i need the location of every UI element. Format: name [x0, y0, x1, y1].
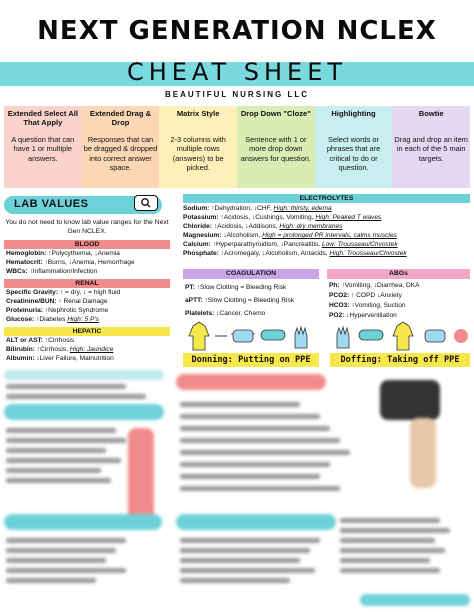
blurred-line: [6, 394, 146, 399]
abg-text: ↑Vomiting, ↓Diarrhea, DKA: [341, 282, 420, 289]
electrolyte-highlight: High: Peaked T waves: [315, 214, 382, 221]
lab-label: Glucose:: [6, 316, 35, 323]
electrolyte-row: [183, 241, 470, 250]
electrolyte-highlight: High: dry membranes: [279, 223, 343, 230]
coag-text: ↑Slow Clotting = Bleeding Risk: [204, 297, 295, 304]
coag-text: ↓Cancer, Chemo: [216, 310, 266, 317]
blurred-line: [6, 428, 116, 433]
blurred-line: [6, 478, 111, 483]
blurred-line: [180, 438, 340, 443]
blurred-line: [180, 402, 300, 407]
electrolyte-row: [183, 250, 470, 259]
lab-text: ↑Nephrotic Syndrome: [44, 307, 109, 314]
lab-highlight: High: Jaundice: [69, 346, 114, 353]
electrolyte-text: ↑Acromegaly, ↓Alcoholism, Antacids,: [220, 250, 330, 257]
abg-label: HCO3:: [329, 302, 350, 309]
blurred-bar: [176, 374, 326, 390]
abg-row: [329, 282, 420, 289]
lab-label: ALT or AST:: [6, 337, 43, 344]
question-type-title: Drop Down "Cloze": [240, 109, 311, 118]
question-type-body: Sentence with 1 or more drop down answers for question.: [240, 135, 311, 163]
section-bar-renal: RENAL: [4, 279, 170, 288]
blurred-line: [6, 538, 126, 543]
abg-text: ↑Vomiting, Suction: [351, 302, 406, 309]
question-type-title: Bowtie: [418, 109, 444, 118]
electrolyte-row: [183, 214, 470, 223]
lab-label: Bilirubin:: [6, 346, 35, 353]
blurred-line: [6, 468, 101, 473]
abg-row: [329, 302, 406, 309]
electrolyte-highlight: High: Trousseau/Chvostek: [329, 250, 407, 257]
lab-text: ↑Diabetes: [36, 316, 68, 323]
blurred-figure: [128, 428, 154, 528]
coag-row: [185, 284, 286, 291]
question-type-body: Drag and drop an item in each of the 5 main targets.: [394, 135, 468, 163]
lab-label: Hematocrit:: [6, 259, 43, 266]
blurred-line: [180, 426, 330, 431]
lab-label: Hemoglobin:: [6, 250, 47, 257]
question-type-title: Matrix Style: [176, 109, 220, 118]
mask-icon: [425, 330, 445, 342]
blurred-bar: [4, 370, 164, 380]
section-bar-hepatic: HEPATIC: [4, 327, 170, 336]
coag-label: Platelets:: [185, 310, 215, 317]
ppe-illustrations: [183, 320, 470, 352]
coag-row: [185, 310, 265, 317]
lab-text: ↑Cirrhosis,: [36, 346, 70, 353]
abg-text: ↑ COPD ↓Anxiety: [351, 292, 402, 299]
blurred-line: [340, 528, 450, 533]
blurred-line: [6, 568, 126, 573]
abg-label: PO2:: [329, 312, 345, 319]
question-types-row: [4, 106, 470, 188]
blurred-line: [180, 538, 320, 543]
lab-values-title: LAB VALUES: [14, 198, 89, 210]
blurred-line: [180, 578, 290, 583]
blurred-line: [180, 486, 340, 491]
blurred-line: [180, 548, 310, 553]
lab-text: ↑Cirrhosis: [44, 337, 75, 344]
blurred-line: [6, 578, 96, 583]
lab-label: Specific Gravity:: [6, 289, 59, 296]
brand-name: BEAUTIFUL NURSING LLC: [164, 90, 310, 99]
doffing-label: Doffing: Taking off PPE: [330, 353, 470, 367]
electrolyte-row: [183, 223, 470, 232]
blurred-line: [340, 518, 440, 523]
abg-label: PCO2:: [329, 292, 350, 299]
gown-icon: [393, 322, 413, 350]
blurred-line: [340, 538, 435, 543]
blurred-line: [6, 558, 106, 563]
abg-row: [329, 312, 397, 319]
lab-row: [6, 250, 172, 259]
lab-row: [6, 298, 172, 307]
blurred-line: [180, 414, 320, 419]
lab-label: Albumin:: [6, 355, 35, 362]
header: [0, 0, 474, 100]
gloves-icon: [295, 327, 307, 348]
electrolyte-text: ↑Acidosis, ↓Cushings, Vomiting,: [220, 214, 316, 221]
electrolyte-text: ↑Dehydration, ↓CHF,: [211, 205, 274, 212]
gloves-icon: [337, 327, 349, 348]
lab-text: ↑ = dry, ↓ = high fluid: [59, 289, 121, 296]
question-type-sata: [4, 106, 82, 188]
lab-row: [6, 316, 172, 325]
lab-text: ↑Inflammation/Infection: [29, 268, 98, 275]
title-line-1: NEXT GENERATION NCLEX: [37, 16, 437, 46]
electrolyte-label: Magnesium:: [183, 232, 222, 239]
lab-row: [6, 355, 172, 364]
question-type-body: A question that can have 1 or multiple answers.: [11, 135, 75, 163]
blurred-line: [6, 548, 116, 553]
lab-label: WBCs:: [6, 268, 28, 275]
blurred-line: [6, 458, 121, 463]
question-type-body: 2-3 columns with multiple rows (answers) to be picked.: [170, 135, 226, 172]
blurred-line: [180, 450, 350, 455]
electrolyte-label: Potassium:: [183, 214, 219, 221]
blurred-line: [340, 548, 445, 553]
blurred-line: [6, 448, 106, 453]
question-type-body: Select words or phrases that are critical to do or question.: [326, 135, 381, 172]
coag-label: aPTT:: [185, 297, 203, 304]
lab-values-note: You do not need to know lab value ranges for the Next Gen NCLEX.: [5, 219, 169, 236]
electrolyte-text: ↑Hyperparathyroidism, ↓Pancreatitis,: [212, 241, 322, 248]
electrolyte-highlight: High = prolonged PR intervals, calms muscles: [262, 232, 397, 239]
blurred-figure: [380, 380, 440, 420]
electrolyte-label: Phosphate:: [183, 250, 219, 257]
section-bar-blood: BLOOD: [4, 240, 170, 249]
coag-text: ↑Slow Clotting = Bleeding Risk: [196, 284, 287, 291]
person-head-icon: [454, 329, 468, 343]
lab-text: ↑Burns, ↓Anemia, Hemorrhage: [44, 259, 135, 266]
question-type-title: Extended Drag & Drop: [89, 109, 152, 128]
gown-icon: [189, 322, 209, 350]
electrolyte-text: ↓Alcoholism,: [223, 232, 263, 239]
lab-text: ↓Liver Failure, Malnutrition: [36, 355, 114, 362]
lab-label: Creatinine/BUN:: [6, 298, 57, 305]
electrolyte-highlight: High: thirsty, edema: [273, 205, 332, 212]
coag-row: [185, 297, 294, 304]
lab-row: [6, 337, 172, 346]
blurred-line: [180, 474, 320, 479]
blurred-bar: [4, 514, 162, 530]
abg-text: ↓Hyperventilation: [346, 312, 397, 319]
lab-text: ↑ Renal Damage: [58, 298, 108, 305]
lab-label: Proteinuria:: [6, 307, 44, 314]
question-type-cloze: [237, 106, 315, 188]
abg-row: [329, 292, 402, 299]
electrolyte-label: Calcium:: [183, 241, 211, 248]
lab-row: [6, 289, 172, 298]
blurred-line: [180, 568, 315, 573]
lab-highlight: High: 5 P's: [67, 316, 99, 323]
electrolyte-label: Sodium:: [183, 205, 210, 212]
question-type-drag-drop: [82, 106, 160, 188]
electrolytes-title: ELECTROLYTES: [183, 194, 470, 203]
search-icon: [134, 195, 158, 211]
electrolyte-row: [183, 232, 470, 241]
abg-label: Ph:: [329, 282, 340, 289]
blurred-bar: [4, 404, 164, 420]
coag-label: PT:: [185, 284, 195, 291]
blurred-bar: [176, 514, 336, 530]
electrolyte-row: [183, 205, 470, 214]
donning-label: Donning: Putting on PPE: [183, 353, 319, 367]
blurred-line: [340, 568, 440, 573]
question-type-bowtie: [392, 106, 470, 188]
goggles-icon: [359, 330, 383, 340]
title-line-2: CHEAT SHEET: [126, 58, 348, 86]
blurred-line: [6, 438, 126, 443]
lab-values-panel: [4, 194, 170, 374]
lab-row: [6, 307, 172, 316]
electrolyte-text: ↑Acidosis, ↓Addisons,: [213, 223, 280, 230]
lab-text: ↑Polycythemia, ↓Anemia: [48, 250, 120, 257]
electrolyte-highlight: Low: Trousseau/Chvostek: [321, 241, 398, 248]
blurred-figure: [410, 418, 436, 488]
lab-row: [6, 259, 172, 268]
question-type-highlighting: [315, 106, 393, 188]
blurred-line: [6, 384, 126, 389]
blurred-line: [340, 558, 430, 563]
question-type-matrix: [159, 106, 237, 188]
coagulation-title: COAGULATION: [183, 269, 319, 279]
abgs-title: ABGs: [327, 269, 470, 279]
lab-row: [6, 268, 172, 277]
blurred-bar: [360, 594, 470, 606]
blurred-line: [180, 462, 330, 467]
mask-icon: [231, 330, 255, 342]
goggles-icon: [261, 330, 285, 340]
blurred-preview: [0, 368, 474, 613]
question-type-body: Responses that can be dragged & dropped into correct answer space.: [83, 135, 158, 172]
question-type-title: Extended Select All That Apply: [7, 109, 78, 128]
blurred-line: [180, 558, 300, 563]
question-type-title: Highlighting: [331, 109, 376, 118]
lab-row: [6, 346, 172, 355]
electrolyte-label: Chloride:: [183, 223, 212, 230]
